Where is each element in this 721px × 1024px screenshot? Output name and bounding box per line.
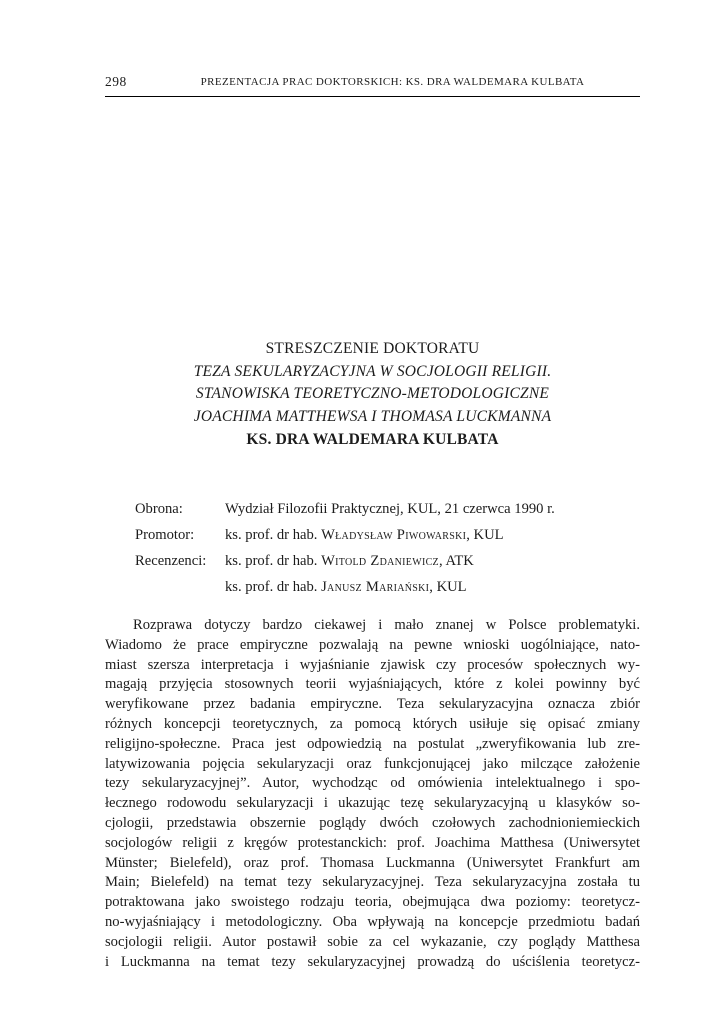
- body-line: Münster; Bielefeld), oraz prof. Thomasa Luckmanna (Uniwersytet Frankfurt am: [105, 854, 640, 871]
- body-line: religijno-społeczne. Praca jest odpowiedzią na postulat „zweryfikowania lub zre-: [105, 735, 640, 752]
- doc-subtitle-line: JOACHIMA MATTHEWSA I THOMASA LUCKMANNA: [193, 407, 552, 425]
- page-content: [105, 74, 640, 972]
- detail-value-prefix: ks. prof. dr hab.: [225, 553, 322, 569]
- detail-row: [105, 551, 640, 571]
- defense-details: [105, 499, 640, 597]
- body-text: [105, 616, 640, 972]
- body-line: i Luckmanna na temat tezy sekularyzacyjnej prowadzą do uściślenia teoretycz-: [105, 953, 640, 970]
- doc-subtitle-line: TEZA SEKULARYZACYJNA W SOCJOLOGII RELIGII.: [193, 362, 552, 380]
- detail-row: [105, 499, 640, 519]
- body-line: łecznego rodowodu sekularyzacji i ukazując tezę sekularyzacyjną u klasyków so-: [105, 795, 640, 812]
- body-line: no-wyjaśniający i metodologiczny. Oba wpływają na koncepcje przedmiotu badań: [105, 913, 640, 930]
- title-block: [105, 338, 640, 451]
- detail-value-name: Władysław Piwowarski: [321, 527, 467, 543]
- detail-value: [225, 525, 640, 545]
- body-line: Rozprawa dotyczy bardzo ciekawej i mało znanej w Polsce problematyki.: [133, 617, 640, 633]
- doc-heading: STRESZCZENIE DOKTORATU: [265, 340, 480, 357]
- body-line: socjologów religii z kręgów protestanckich: prof. Joachima Matthesa (Uniwersytet: [105, 834, 640, 851]
- page-number: 298: [105, 74, 127, 89]
- header-rule: [105, 96, 640, 97]
- detail-row: [105, 577, 640, 597]
- detail-value-prefix: Wydział Filozofii Praktycznej, KUL, 21 czerwca 1990 r.: [225, 501, 555, 517]
- detail-value: [225, 499, 640, 519]
- detail-label: [135, 577, 225, 597]
- body-line: weryfikowane przez badania empiryczne. Teza sekularyzacyjna oznacza zbiór: [105, 696, 640, 713]
- doc-subtitle-line: STANOWISKA TEORETYCZNO-METODOLOGICZNE: [195, 385, 550, 402]
- detail-value-suffix: , ATK: [438, 553, 474, 569]
- detail-label: Recenzenci:: [135, 553, 207, 569]
- body-line: magają przyjęcia stosownych teorii wyjaśniających, które z kolei powinny być: [105, 676, 640, 693]
- body-line: socjologii religii. Autor postawił sobie za cel wykazanie, czy poglądy Matthesa: [105, 933, 640, 950]
- detail-value-name: Janusz Mariański: [321, 579, 430, 595]
- detail-value: [225, 551, 640, 571]
- detail-value-suffix: , KUL: [466, 527, 504, 543]
- detail-label: Obrona:: [135, 501, 183, 517]
- detail-value-prefix: ks. prof. dr hab.: [225, 527, 322, 543]
- detail-value-prefix: ks. prof. dr hab.: [225, 579, 322, 595]
- body-line: cjologii, przedstawia obszernie poglądy dwóch czołowych zachodnioniemieckich: [105, 814, 640, 831]
- running-header: [105, 74, 640, 90]
- detail-value-name: Witold Zdaniewicz: [321, 553, 439, 569]
- body-line: tezy sekularyzacyjnej”. Autor, wychodząc od omówienia intelektualnego i spo-: [105, 775, 640, 792]
- detail-label: Promotor:: [135, 527, 195, 543]
- body-line: latywizowania pojęcia sekularyzacji oraz funkcjonującej jako milczące założenie: [105, 755, 640, 772]
- body-line: Main; Bielefeld) na temat tezy sekularyzacyjnej. Teza sekularyzacyjna została tu: [105, 874, 640, 891]
- body-line: różnych koncepcji teoretycznych, za pomocą których usiłuje się opisać zmiany: [105, 715, 640, 732]
- detail-value: [225, 577, 640, 597]
- detail-row: [105, 525, 640, 545]
- doc-author: KS. DRA WALDEMARA KULBATA: [246, 430, 499, 448]
- detail-value-suffix: , KUL: [429, 579, 467, 595]
- body-line: miast szersza interpretacja i wyjaśnianie zjawisk czy procesów społecznych wy-: [105, 656, 640, 673]
- body-line: potraktowana jako swoistego rodzaju teoria, obejmująca dwa poziomy: teoretycz-: [105, 894, 640, 911]
- body-line: Wiadomo że prace empiryczne pozwalają na pewne wnioski uogólniające, nato-: [105, 636, 640, 653]
- running-header-title: PREZENTACJA PRAC DOKTORSKICH: KS. DRA WALDEMARA KULBATA: [200, 76, 585, 88]
